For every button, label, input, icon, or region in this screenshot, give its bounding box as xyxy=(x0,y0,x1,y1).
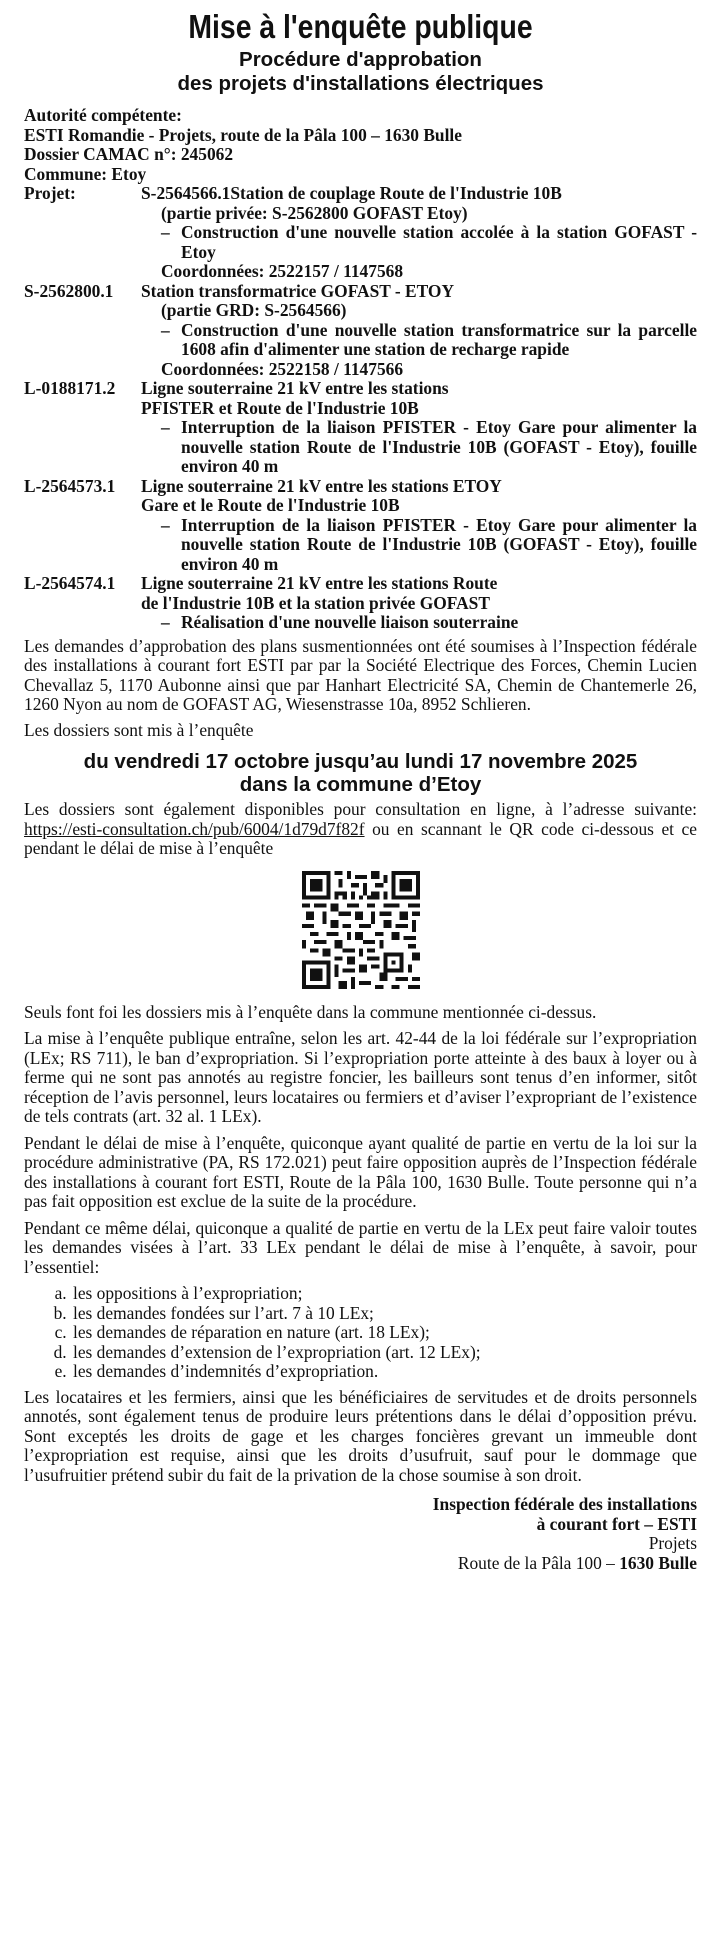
project-description: – Construction d'une nouvelle station accolée à la station GOFAST - Etoy xyxy=(161,222,697,262)
project-coordinates: Coordonnées: 2522158 / 1147566 xyxy=(161,358,404,379)
project-code: L-0188171.2 xyxy=(24,378,116,398)
page-title: Mise à l'enquête publique xyxy=(188,8,533,45)
project-description: – Interruption de la liaison PFISTER - Etoy Gare pour alimenter la nouvelle station Route de l'Industrie 10B (GOFAST - Etoy), fouille environ 40 m xyxy=(161,514,697,574)
project-code: L-2564574.1 xyxy=(24,573,116,593)
signature-line-1: Inspection fédérale des installations xyxy=(432,1494,697,1514)
signature-line-2: à courant fort – ESTI xyxy=(536,1513,697,1534)
legal-paragraph-seuls: Seuls font foi les dossiers mis à l’enquête dans la commune mentionnée ci-dessus. xyxy=(24,1001,597,1022)
list-item: d. les demandes d’extension de l’expropriation (art. 12 LEx); xyxy=(71,1343,697,1363)
project-title: Ligne souterraine 21 kV entre les stations Route xyxy=(141,573,498,593)
subtitle-line-2: des projets d'installations électriques xyxy=(177,72,544,95)
enquete-commune: dans la commune d’Etoy xyxy=(239,773,482,796)
project-subtitle: Gare et le Route de l'Industrie 10B xyxy=(141,495,400,515)
enquete-period xyxy=(24,750,697,796)
project-title: Ligne souterraine 21 kV entre les stations xyxy=(141,378,449,398)
project-code: Projet: xyxy=(24,183,76,203)
project-subtitle: PFISTER et Route de l'Industrie 10B xyxy=(141,397,419,418)
signature-line-3: Projets xyxy=(648,1533,697,1553)
list-item: a. les oppositions à l’expropriation; xyxy=(71,1284,697,1304)
project-5 xyxy=(24,574,697,633)
notice-page xyxy=(24,8,697,1573)
project-subtitle: de l'Industrie 10B et la station privée GOFAST xyxy=(141,592,490,613)
project-1 xyxy=(24,184,697,282)
authority-label: Autorité compétente: xyxy=(24,105,182,125)
list-item: e. les demandes d’indemnités d’expropriation. xyxy=(71,1362,697,1382)
page-subtitle xyxy=(24,48,697,96)
qr-code-container xyxy=(24,871,697,989)
project-4 xyxy=(24,477,697,575)
demands-list xyxy=(24,1284,697,1382)
dossier-number: Dossier CAMAC n°: 245062 xyxy=(24,144,234,164)
project-description: – Construction d'une nouvelle station transformatrice sur la parcelle 1608 afin d'alimenter une station de recharge rapide xyxy=(161,319,697,359)
list-item: c. les demandes de réparation en nature (art. 18 LEx); xyxy=(71,1323,697,1343)
authority-value: ESTI Romandie - Projets, route de la Pâla 100 – 1630 Bulle xyxy=(24,124,462,145)
qr-code-icon[interactable] xyxy=(302,871,420,989)
legal-paragraph-pendant: Pendant le délai de mise à l’enquête, quiconque ayant qualité de partie en vertu de la loi sur la procédure administrative (PA, RS 172.021) peut faire opposition auprès de l’Inspection fédérale des installations à courant fort ESTI, Route de la Pâla 100, 1630 Bulle. Toute personne qui n’a pas fait opposition est exclue de la suite de la procédure. xyxy=(24,1132,697,1211)
consultation-link[interactable]: https://esti-consultation.ch/pub/6004/1d79d7f82f xyxy=(24,818,365,839)
project-description: – Interruption de la liaison PFISTER - Etoy Gare pour alimenter la nouvelle station Route de l'Industrie 10B (GOFAST - Etoy), fouille environ 40 m xyxy=(161,417,697,476)
list-item: b. les demandes fondées sur l’art. 7 à 10 LEx; xyxy=(71,1304,697,1324)
submission-paragraph: Les demandes d’approbation des plans susmentionnées ont été soumises à l’Inspection fédérale des installations à courant fort ESTI par par la Société Electrique des Forces, Chemin Lucien Chevallaz 5, 1170 Aubonne ainsi que par Hanhart Electricité SA, Chemin de Chantemerle 26, 1260 Nyon au nom de GOFAST AG, Wiesenstrasse 10a, 8952 Schlieren. xyxy=(24,635,697,714)
legal-paragraph-mise: La mise à l’enquête publique entraîne, selon les art. 42-44 de la loi fédérale sur l’expropriation (LEx; RS 711), le ban d’expropriation. Si l’expropriation porte atteinte à des baux à loyer ou à ferme qui ne sont pas annotés au registre foncier, les bailleurs sont tenus d’en informer, sitôt réception de l’avis personnel, leurs locataires ou fermiers et d’aviser l’expropriant de l’existence de tels contrats (art. 32 al. 1 LEx). xyxy=(24,1028,697,1126)
enquete-dates: du vendredi 17 octobre jusqu’au lundi 17 novembre 2025 xyxy=(83,750,638,773)
signature-block xyxy=(24,1495,697,1573)
project-subtitle: (partie privée: S-2562800 GOFAST Etoy) xyxy=(161,202,468,223)
meta-block xyxy=(24,106,697,184)
project-2 xyxy=(24,282,697,380)
signature-line-4: Route de la Pâla 100 – 1630 Bulle xyxy=(457,1552,697,1573)
project-code: L-2564573.1 xyxy=(24,475,116,496)
project-code: S-2562800.1 xyxy=(24,280,114,301)
legal-paragraph-locataires: Les locataires et les fermiers, ainsi que les bénéficiaires de servitudes et de droits personnels annotés, sont également tenus de produire leurs prétentions dans le délai d’opposition prévu. Sont exceptés les droits de gage et les charges foncières grevant un immeuble dont l’expropriation est requise, ainsi que les droits d’usufruit, sauf pour le dommage que l’usufruitier prétend subir du fait de la privation de la chose soumise à son droit. xyxy=(24,1386,697,1485)
project-title: Station transformatrice GOFAST - ETOY xyxy=(141,280,455,301)
subtitle-line-1: Procédure d'approbation xyxy=(239,48,482,71)
project-title: Ligne souterraine 21 kV entre les stations ETOY xyxy=(141,475,502,496)
project-title: S-2564566.1Station de couplage Route de l'Industrie 10B xyxy=(141,183,562,203)
project-subtitle: (partie GRD: S-2564566) xyxy=(161,300,347,320)
legal-paragraph-meme: Pendant ce même délai, quiconque a qualité de partie en vertu de la LEx peut faire valoir toutes les demandes visées à l’art. 33 LEx pendant le délai de mise à l’enquête, à savoir, pour l’essentiel: xyxy=(24,1217,697,1277)
project-description: – Réalisation d'une nouvelle liaison souterraine xyxy=(161,612,519,632)
project-3 xyxy=(24,379,697,477)
enquete-intro: Les dossiers sont mis à l’enquête xyxy=(24,719,254,740)
commune: Commune: Etoy xyxy=(24,163,147,184)
project-coordinates: Coordonnées: 2522157 / 1147568 xyxy=(161,261,404,281)
consultation-paragraph: Les dossiers sont également disponibles pour consultation en ligne, à l’adresse suivante: https://esti-consultation.ch/pub/6004/1d79d7f82f ou en scannant le QR code ci-dessous et ce pendant le délai de mise à l’enquête xyxy=(24,799,697,858)
